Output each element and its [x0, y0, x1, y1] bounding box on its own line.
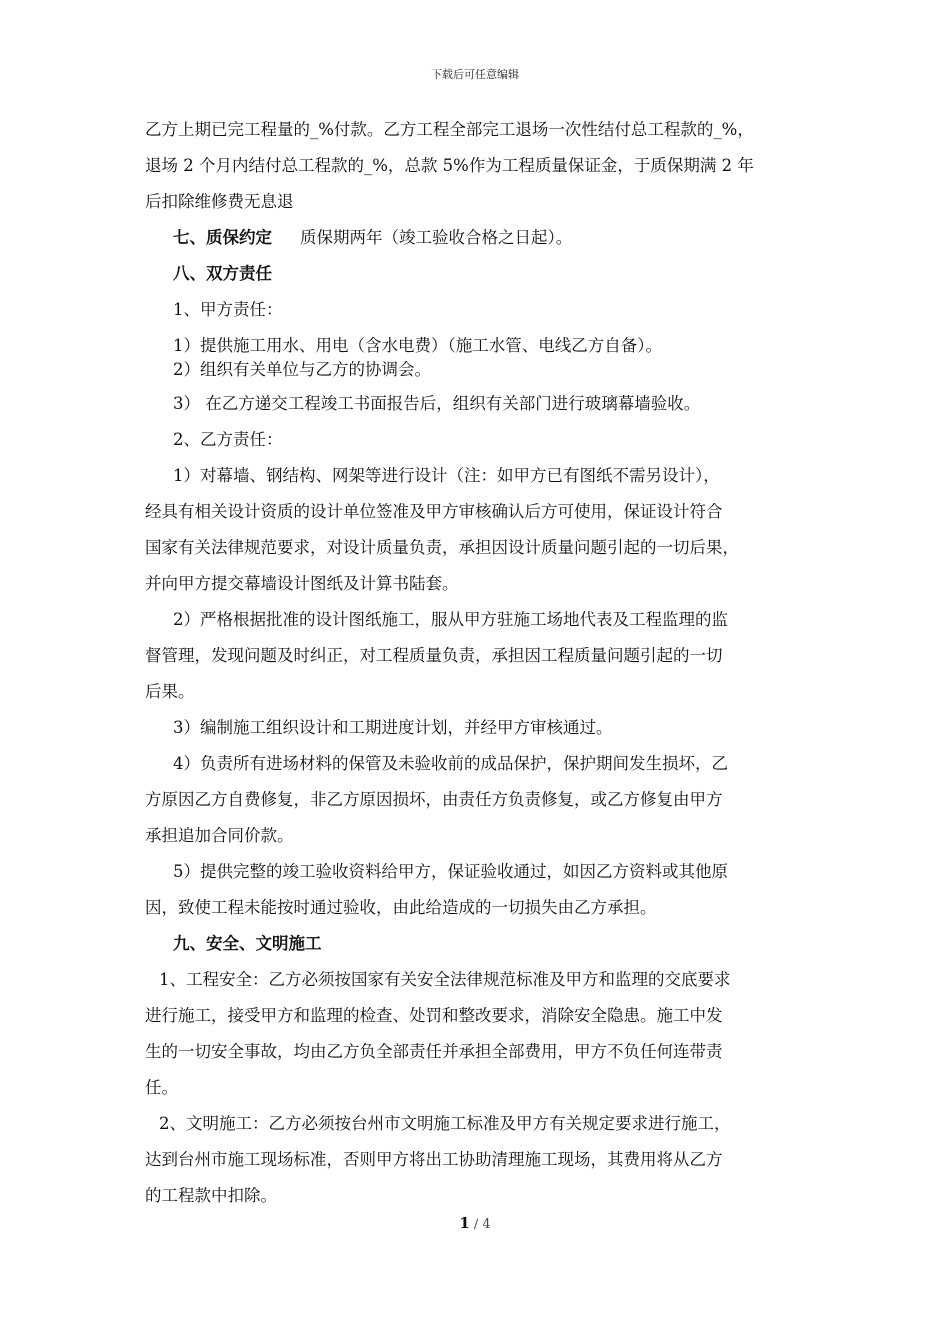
paragraph-line: 5）提供完整的竣工验收资料给甲方，保证验收通过，如因乙方资料或其他原 — [173, 862, 728, 881]
paragraph-line: 因，致使工程未能按时通过验收，由此给造成的一切损失由乙方承担。 — [145, 898, 657, 917]
paragraph-line: 进行施工，接受甲方和监理的检查、处罚和整改要求，消除安全隐患。施工中发 — [145, 1006, 723, 1025]
page-number — [0, 1214, 950, 1232]
paragraph-line: 方原因乙方自费修复，非乙方原因损坏，由责任方负责修复，或乙方修复由甲方 — [145, 790, 723, 809]
paragraph-line: 的工程款中扣除。 — [145, 1186, 277, 1205]
page-header: 下载后可任意编辑 — [431, 68, 519, 81]
paragraph-line: 任。 — [145, 1078, 178, 1097]
section-7-text: 质保期两年（竣工验收合格之日起）。 — [300, 228, 573, 247]
paragraph-line: 乙方上期已完工程量的_%付款。乙方工程全部完工退场一次性结付总工程款的_%， — [145, 120, 754, 139]
paragraph-line: 并向甲方提交幕墙设计图纸及计算书陆套。 — [145, 574, 459, 593]
paragraph-line: 退场 2 个月内结付总工程款的_%，总款 5%作为工程质量保证金，于质保期满 2 年 — [145, 156, 754, 175]
document-body — [145, 112, 835, 1214]
paragraph-line: 1）对幕墙、钢结构、网架等进行设计（注：如甲方已有图纸不需另设计）， — [173, 466, 720, 485]
total-pages: 4 — [482, 1217, 491, 1232]
paragraph-line: 1）提供施工用水、用电（含水电费）（施工水管、电线乙方自备）。 — [173, 336, 662, 355]
paragraph-line: 国家有关法律规范要求，对设计质量负责，承担因设计质量问题引起的一切后果， — [145, 538, 739, 557]
section-7-line — [145, 220, 835, 256]
paragraph-line: 1、工程安全：乙方必须按国家有关安全法律规范标准及甲方和监理的交底要求 — [159, 970, 731, 989]
paragraph-line: 3）编制施工组织设计和工期进度计划，并经甲方审核通过。 — [173, 718, 613, 737]
page-separator: / — [469, 1217, 483, 1232]
paragraph-line: 经具有相关设计资质的设计单位签准及甲方审核确认后方可使用，保证设计符合 — [145, 502, 723, 521]
section-9-title: 九、安全、文明施工 — [173, 934, 322, 953]
paragraph-line: 后扣除维修费无息退 — [145, 192, 294, 211]
paragraph-line: 承担追加合同价款。 — [145, 826, 294, 845]
paragraph-line: 达到台州市施工现场标准，否则甲方将出工协助清理施工现场，其费用将从乙方 — [145, 1150, 723, 1169]
paragraph-line: 2）组织有关单位与乙方的协调会。 — [173, 360, 431, 379]
paragraph-line: 督管理，发现问题及时纠正，对工程质量负责，承担因工程质量问题引起的一切 — [145, 646, 723, 665]
section-7-title: 七、质保约定 — [173, 228, 272, 247]
paragraph-line: 3） 在乙方递交工程竣工书面报告后，组织有关部门进行玻璃幕墙验收。 — [173, 394, 701, 413]
paragraph-line: 后果。 — [145, 682, 195, 701]
paragraph-line: 4）负责所有进场材料的保管及未验收前的成品保护，保护期间发生损坏，乙 — [173, 754, 728, 773]
party-a-heading: 1、甲方责任： — [173, 300, 283, 319]
current-page: 1 — [459, 1214, 470, 1232]
paragraph-line: 生的一切安全事故，均由乙方负全部责任并承担全部费用，甲方不负任何连带责 — [145, 1042, 723, 1061]
party-b-heading: 2、乙方责任： — [173, 430, 283, 449]
section-8-title: 八、双方责任 — [173, 264, 272, 283]
paragraph-line: 2、文明施工：乙方必须按台州市文明施工标准及甲方有关规定要求进行施工， — [159, 1114, 731, 1133]
paragraph-line: 2）严格根据批准的设计图纸施工，服从甲方驻施工场地代表及工程监理的监 — [173, 610, 728, 629]
